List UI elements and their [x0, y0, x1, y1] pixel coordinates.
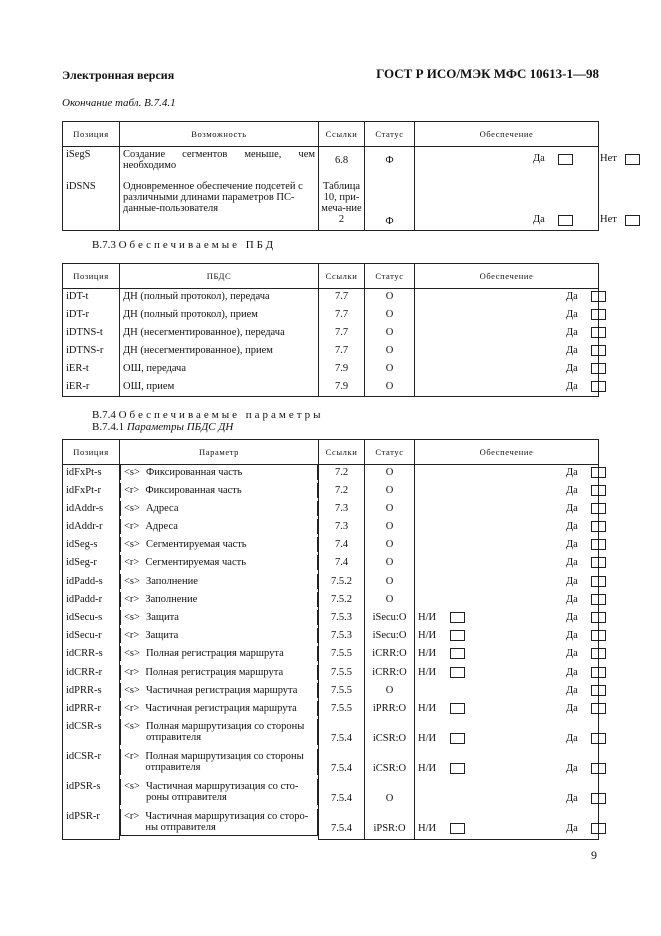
cell-status: iSecu:O — [365, 628, 415, 646]
param-tag: <s> — [124, 539, 140, 551]
yes-checkbox[interactable] — [591, 345, 606, 356]
cell-position: idPRR-r — [63, 701, 120, 719]
cell-provision: Н/И Да — [415, 646, 599, 664]
cell-provision: Да — [415, 683, 599, 701]
param-tag: <r> — [124, 811, 140, 823]
subsection-heading: B.7.4.1 Параметры ПБДС ДН — [92, 421, 234, 433]
cell-description: ОШ, прием — [120, 379, 319, 397]
table-row — [63, 779, 599, 809]
param-tag: <r> — [124, 521, 140, 533]
not-implemented-checkbox[interactable] — [450, 630, 465, 641]
table-row — [63, 465, 599, 483]
param-description: Полная регистрация маршрута — [145, 666, 284, 678]
cell-status: iCSR:O — [365, 749, 415, 779]
cell-ref: 7.7 — [319, 307, 365, 325]
cell-parameter — [120, 483, 318, 498]
cell-status: О — [365, 501, 415, 519]
cell-provision: Н/И Да — [415, 719, 599, 749]
cell-status: О — [365, 465, 415, 483]
cell-parameter — [120, 537, 318, 552]
cell-description: ОШ, передача — [120, 361, 319, 379]
cell-parameter — [120, 665, 318, 680]
cell-provision: Н/И Да — [415, 809, 599, 839]
cell-status: Ф — [365, 147, 415, 179]
yes-checkbox[interactable] — [591, 630, 606, 641]
not-implemented-checkbox[interactable] — [450, 612, 465, 623]
cell-ref: 7.5.2 — [319, 574, 365, 592]
page-number: 9 — [591, 848, 597, 862]
cell-ref: Таблица 10, при-меча-ние 2 — [319, 179, 365, 231]
param-description: Частичная маршрутизация со сторо-ны отправителя — [145, 811, 309, 834]
table-row — [63, 665, 599, 683]
cell-provision: Да — [415, 592, 599, 610]
param-tag: <r> — [124, 666, 140, 678]
col-header: Обеспечение — [415, 440, 599, 465]
cell-position: iSegS — [63, 147, 120, 179]
cell-description: ДН (несегментированное), передача — [120, 325, 319, 343]
cell-position: iDSNS — [63, 179, 120, 231]
yes-checkbox[interactable] — [591, 327, 606, 338]
cell-ref: 7.5.5 — [319, 683, 365, 701]
cell-position: idCRR-s — [63, 646, 120, 664]
cell-position: idSecu-s — [63, 610, 120, 628]
param-description: Заполнение — [145, 575, 198, 587]
col-header: Ссылки — [319, 264, 365, 289]
yes-checkbox[interactable] — [591, 381, 606, 392]
param-tag: <s> — [124, 575, 140, 587]
cell-description: ДН (несегментированное), прием — [120, 343, 319, 361]
param-description: Частичная регистрация маршрута — [145, 684, 298, 696]
yes-checkbox[interactable] — [591, 576, 606, 587]
yes-checkbox[interactable] — [591, 309, 606, 320]
cell-status: О — [365, 779, 415, 809]
param-tag: <r> — [124, 751, 140, 763]
col-header: Обеспечение — [415, 122, 599, 147]
yes-checkbox[interactable] — [591, 703, 606, 714]
cell-position: idFxPt-s — [63, 465, 120, 483]
cell-parameter — [120, 501, 318, 516]
cell-provision: Н/И Да — [415, 665, 599, 683]
cell-description: ДН (полный протокол), прием — [120, 307, 319, 325]
cell-position: idPSR-r — [63, 809, 120, 839]
cell-status: iCRR:O — [365, 646, 415, 664]
cell-parameter — [120, 555, 318, 570]
cell-status: О — [365, 537, 415, 555]
cell-status: iPSR:O — [365, 809, 415, 839]
table-row — [63, 749, 599, 779]
cell-parameter — [120, 519, 318, 534]
cell-provision: Да — [415, 483, 599, 501]
cell-provision: Да — [415, 574, 599, 592]
not-implemented-checkbox[interactable] — [450, 648, 465, 659]
cell-provision: Да — [415, 501, 599, 519]
table-row — [63, 361, 599, 379]
col-header: Статус — [365, 264, 415, 289]
cell-provision: Да Нет — [415, 179, 599, 231]
table-row — [63, 501, 599, 519]
cell-position: idSecu-r — [63, 628, 120, 646]
param-tag: <r> — [124, 557, 140, 569]
cell-status: Ф — [365, 179, 415, 231]
param-description: Частичная регистрация маршрута — [145, 702, 297, 714]
cell-position: iDT-r — [63, 307, 120, 325]
cell-position: idSeg-s — [63, 537, 120, 555]
cell-position: iER-r — [63, 379, 120, 397]
param-tag: <s> — [124, 721, 140, 733]
table-pdu — [62, 263, 599, 397]
cell-ref: 7.5.4 — [319, 719, 365, 749]
cell-position: idPSR-s — [63, 779, 120, 809]
param-tag: <s> — [124, 648, 140, 660]
cell-provision: Н/И Да — [415, 610, 599, 628]
col-header: Позиция — [63, 440, 120, 465]
table-row — [63, 683, 599, 701]
cell-provision: Да — [415, 289, 599, 307]
yes-checkbox[interactable] — [591, 594, 606, 605]
cell-ref: 7.2 — [319, 465, 365, 483]
cell-ref: 7.5.4 — [319, 809, 365, 839]
cell-parameter — [120, 809, 318, 836]
cell-status: О — [365, 343, 415, 361]
yes-checkbox[interactable] — [558, 154, 573, 165]
param-tag: <s> — [124, 502, 140, 514]
cell-provision: Да — [415, 555, 599, 573]
cell-parameter — [120, 779, 318, 805]
cell-ref: 7.5.5 — [319, 701, 365, 719]
cell-ref: 7.4 — [319, 537, 365, 555]
cell-status: iPRR:O — [365, 701, 415, 719]
cell-ref: 7.9 — [319, 379, 365, 397]
cell-ref: 6.8 — [319, 147, 365, 179]
col-header: Возможность — [120, 122, 319, 147]
param-tag: <r> — [124, 484, 140, 496]
cell-position: idAddr-r — [63, 519, 120, 537]
param-tag: <r> — [124, 702, 140, 714]
table-row — [63, 147, 599, 179]
param-description: Сегментируемая часть — [145, 557, 246, 569]
param-description: Защита — [145, 612, 179, 623]
cell-parameter — [120, 610, 318, 625]
yes-checkbox[interactable] — [591, 685, 606, 696]
table-row — [63, 701, 599, 719]
cell-ref: 7.2 — [319, 483, 365, 501]
cell-status: О — [365, 307, 415, 325]
not-implemented-checkbox[interactable] — [450, 703, 465, 714]
param-description: Адреса — [145, 521, 178, 533]
cell-provision: Да — [415, 343, 599, 361]
cell-position: iER-t — [63, 361, 120, 379]
cell-provision: Да — [415, 325, 599, 343]
param-tag: <s> — [124, 684, 140, 696]
cell-position: idCRR-r — [63, 665, 120, 683]
cell-parameter — [120, 592, 318, 607]
param-description: Сегментируемая часть — [145, 539, 247, 551]
cell-description: ДН (полный протокол), передача — [120, 289, 319, 307]
yes-checkbox[interactable] — [591, 363, 606, 374]
cell-ref: 7.5.2 — [319, 592, 365, 610]
param-description: Защита — [145, 630, 179, 642]
yes-checkbox[interactable] — [591, 733, 606, 744]
cell-position: idCSR-r — [63, 749, 120, 779]
cell-status: О — [365, 592, 415, 610]
col-header: ПБДС — [120, 264, 319, 289]
cell-status: iCRR:O — [365, 665, 415, 683]
cell-status: О — [365, 289, 415, 307]
yes-checkbox[interactable] — [591, 667, 606, 678]
param-description: Адреса — [145, 502, 179, 514]
yes-checkbox[interactable] — [591, 467, 606, 478]
cell-position: idPadd-s — [63, 574, 120, 592]
cell-ref: 7.7 — [319, 289, 365, 307]
yes-checkbox[interactable] — [591, 793, 606, 804]
param-description: Полная регистрация маршрута — [145, 648, 284, 660]
table-row — [63, 592, 599, 610]
cell-position: iDTNS-r — [63, 343, 120, 361]
cell-description: Одновременное обеспечение подсетей с различными длинами параметров ПС-данные-пользователя — [120, 179, 319, 231]
yes-checkbox[interactable] — [591, 539, 606, 550]
table-row — [63, 307, 599, 325]
yes-checkbox[interactable] — [591, 763, 606, 774]
cell-ref: 7.3 — [319, 501, 365, 519]
cell-status: О — [365, 683, 415, 701]
cell-ref: 7.5.5 — [319, 646, 365, 664]
header-left: Электронная версия — [62, 68, 175, 82]
cell-provision: Да — [415, 307, 599, 325]
cell-position: idPRR-s — [63, 683, 120, 701]
cell-parameter — [120, 574, 318, 589]
param-tag: <s> — [124, 781, 140, 793]
table-row — [63, 719, 599, 749]
cell-status: О — [365, 483, 415, 501]
yes-checkbox[interactable] — [591, 823, 606, 834]
cell-status: О — [365, 555, 415, 573]
cell-provision: Да — [415, 379, 599, 397]
not-implemented-checkbox[interactable] — [450, 823, 465, 834]
not-implemented-checkbox[interactable] — [450, 763, 465, 774]
col-header: Позиция — [63, 264, 120, 289]
table-row — [63, 289, 599, 307]
yes-checkbox[interactable] — [591, 503, 606, 514]
cell-position: idCSR-s — [63, 719, 120, 749]
param-description: Фиксированная часть — [145, 484, 242, 496]
yes-checkbox[interactable] — [558, 215, 573, 226]
table-row — [63, 179, 599, 231]
header-right: ГОСТ Р ИСО/МЭК МФС 10613-1—98 — [376, 66, 599, 81]
table-row — [63, 483, 599, 501]
table-row — [63, 555, 599, 573]
cell-position: idSeg-r — [63, 555, 120, 573]
cell-parameter — [120, 646, 318, 661]
cell-ref: 7.9 — [319, 361, 365, 379]
yes-checkbox[interactable] — [591, 521, 606, 532]
cell-status: О — [365, 519, 415, 537]
param-description: Полная маршрутизация со стороны отправителя — [145, 751, 304, 774]
cell-status: О — [365, 361, 415, 379]
cell-position: idAddr-s — [63, 501, 120, 519]
no-checkbox[interactable] — [625, 154, 640, 165]
table-row — [63, 646, 599, 664]
cell-provision: Да — [415, 537, 599, 555]
table-row — [63, 574, 599, 592]
cell-position: iDTNS-t — [63, 325, 120, 343]
cell-provision: Да — [415, 779, 599, 809]
cell-provision: Да — [415, 465, 599, 483]
cell-parameter — [120, 683, 318, 698]
cell-provision: Да — [415, 519, 599, 537]
table-capabilities — [62, 121, 617, 231]
col-header: Статус — [365, 122, 415, 147]
cell-parameter — [120, 749, 318, 775]
cell-status: О — [365, 574, 415, 592]
table-row — [63, 325, 599, 343]
cell-status: О — [365, 325, 415, 343]
table-row — [63, 379, 599, 397]
cell-ref: 7.5.5 — [319, 665, 365, 683]
col-header: Параметр — [120, 440, 319, 465]
cell-provision: Да — [415, 361, 599, 379]
cell-parameter — [120, 465, 318, 480]
table-dt-parameters — [62, 439, 599, 840]
not-implemented-checkbox[interactable] — [450, 667, 465, 678]
not-implemented-checkbox[interactable] — [450, 733, 465, 744]
cell-status: О — [365, 379, 415, 397]
table-row — [63, 610, 599, 628]
cell-ref: 7.3 — [319, 519, 365, 537]
table-row — [63, 519, 599, 537]
cell-ref: 7.5.4 — [319, 779, 365, 809]
col-header: Позиция — [63, 122, 120, 147]
param-description: Заполнение — [145, 593, 198, 605]
param-tag: <s> — [124, 612, 140, 623]
cell-ref: 7.5.3 — [319, 628, 365, 646]
cell-description: Создание сегментов меньше, чем необходимо — [120, 147, 319, 179]
param-tag: <s> — [124, 467, 140, 478]
table-row — [63, 628, 599, 646]
yes-checkbox[interactable] — [591, 612, 606, 623]
param-description: Полная маршрутизация со стороны отправителя — [145, 721, 305, 744]
no-checkbox[interactable] — [625, 215, 640, 226]
cell-parameter — [120, 628, 318, 643]
param-description: Фиксированная часть — [145, 467, 243, 478]
cell-provision: Н/И Да — [415, 628, 599, 646]
cell-status: iCSR:O — [365, 719, 415, 749]
cell-ref: 7.5.3 — [319, 610, 365, 628]
section-heading: B.7.4 Обеспечиваемые параметры — [92, 409, 324, 421]
yes-checkbox[interactable] — [591, 648, 606, 659]
cell-ref: 7.7 — [319, 343, 365, 361]
col-header: Ссылки — [319, 122, 365, 147]
cell-parameter — [120, 701, 318, 716]
param-tag: <r> — [124, 593, 140, 605]
cell-position: idFxPt-r — [63, 483, 120, 501]
table-row — [63, 537, 599, 555]
table-row — [63, 343, 599, 361]
cell-ref: 7.5.4 — [319, 749, 365, 779]
col-header: Обеспечение — [415, 264, 599, 289]
cell-ref: 7.4 — [319, 555, 365, 573]
cell-position: iDT-t — [63, 289, 120, 307]
col-header: Статус — [365, 440, 415, 465]
yes-checkbox[interactable] — [591, 485, 606, 496]
table-caption: Окончание табл. B.7.4.1 — [62, 97, 176, 109]
cell-parameter — [120, 719, 318, 745]
cell-provision: Н/И Да — [415, 701, 599, 719]
param-tag: <r> — [124, 630, 140, 642]
cell-provision: Н/И Да — [415, 749, 599, 779]
col-header: Ссылки — [319, 440, 365, 465]
section-heading: B.7.3 Обеспечиваемые ПБД — [92, 239, 277, 251]
param-description: Частичная маршрутизация со сто-роны отправителя — [145, 781, 299, 804]
cell-provision: Да Нет — [415, 147, 599, 179]
yes-checkbox[interactable] — [591, 557, 606, 568]
cell-position: idPadd-r — [63, 592, 120, 610]
table-row — [63, 809, 599, 839]
cell-ref: 7.7 — [319, 325, 365, 343]
cell-status: iSecu:O — [365, 610, 415, 628]
yes-checkbox[interactable] — [591, 291, 606, 302]
